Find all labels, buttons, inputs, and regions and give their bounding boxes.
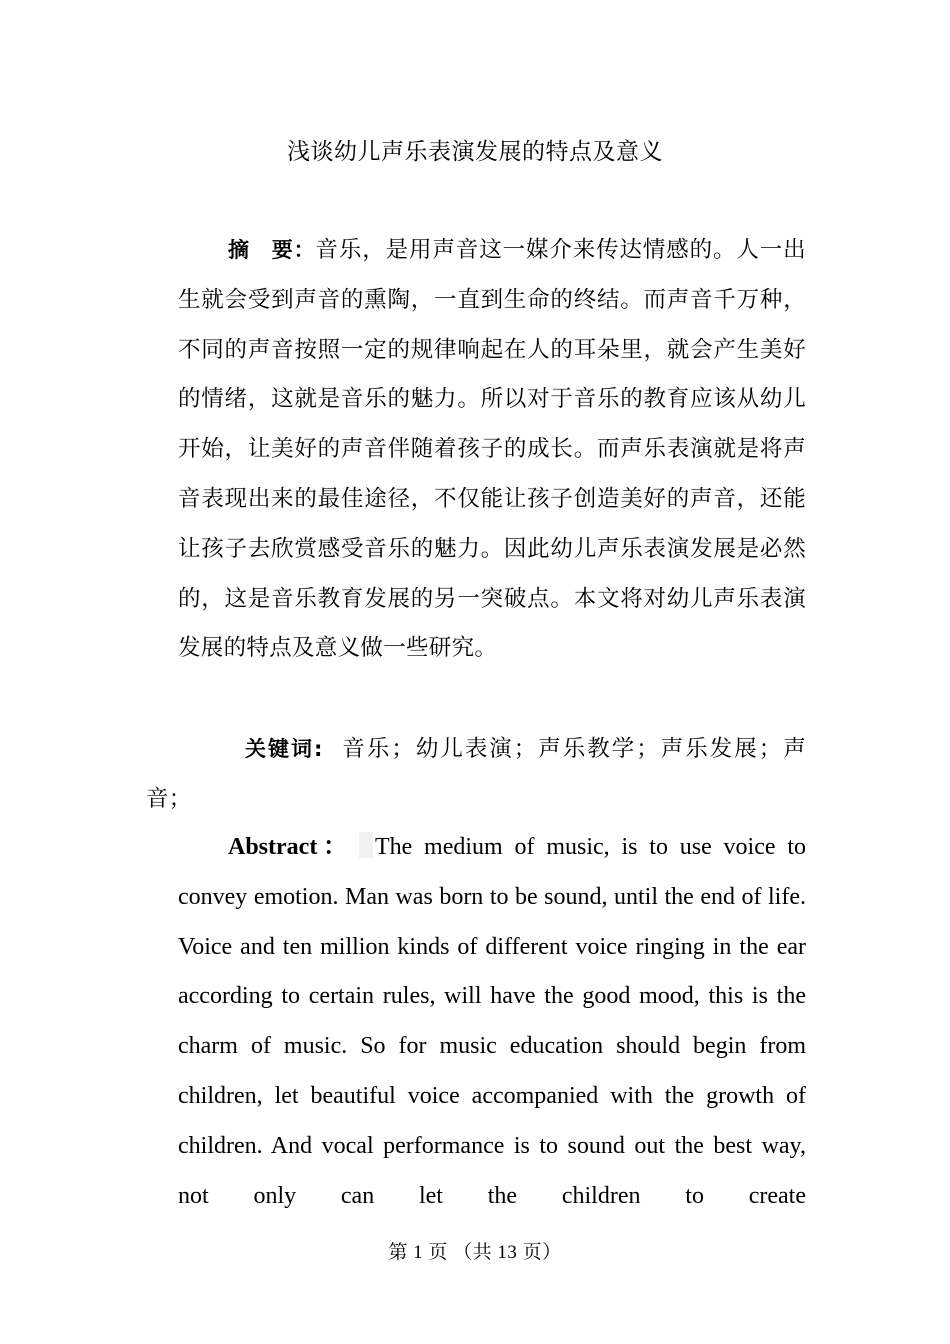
english-abstract-label: Abstract： (228, 834, 353, 860)
chinese-abstract-label: 摘 要： (228, 238, 316, 262)
english-abstract (178, 823, 806, 1221)
page-footer: 第 1 页 （共 13 页） (388, 1242, 562, 1263)
keywords-text: 音乐；幼儿表演；声乐教学；声乐发展；声音； (146, 736, 806, 812)
chinese-abstract (178, 226, 806, 674)
chinese-abstract-text: 音乐，是用声音这一媒介来传达情感的。人一出生就会受到声音的熏陶，一直到生命的终结。而声音千万种，不同的声音按照一定的规律响起在人的耳朵里，就会产生美好的情绪，这就是音乐的魅力。所以对于音乐的教育应该从幼儿开始，让美好的声音伴随着孩子的成长。而声乐表演就是将声音表现出来的最佳途径，不仅能让孩子创造美好的声音，还能让孩子去欣赏感受音乐的魅力。因此幼儿声乐表演发展是必然的，这是音乐教育发展的另一突破点。本文将对幼儿声乐表演发展的特点及意义做一些研究。 (178, 237, 806, 662)
english-abstract-text: The medium of music, is to use voice to convey emotion. Man was born to be sound, until the end of life. Voice and ten million kinds of different voice ringing in the ear according to certain rules, will have the good mood, this is the charm of music. So for music education should begin from children, let beautiful voice accompanied with the growth of children. And vocal performance is to sound out the best way, not only can let the children to create (178, 834, 806, 1209)
keywords-label: 关键词: (245, 737, 323, 761)
document-title: 浅谈幼儿声乐表演发展的特点及意义 (287, 139, 663, 165)
text-gap-marker (359, 832, 373, 858)
keywords-paragraph (146, 725, 806, 825)
